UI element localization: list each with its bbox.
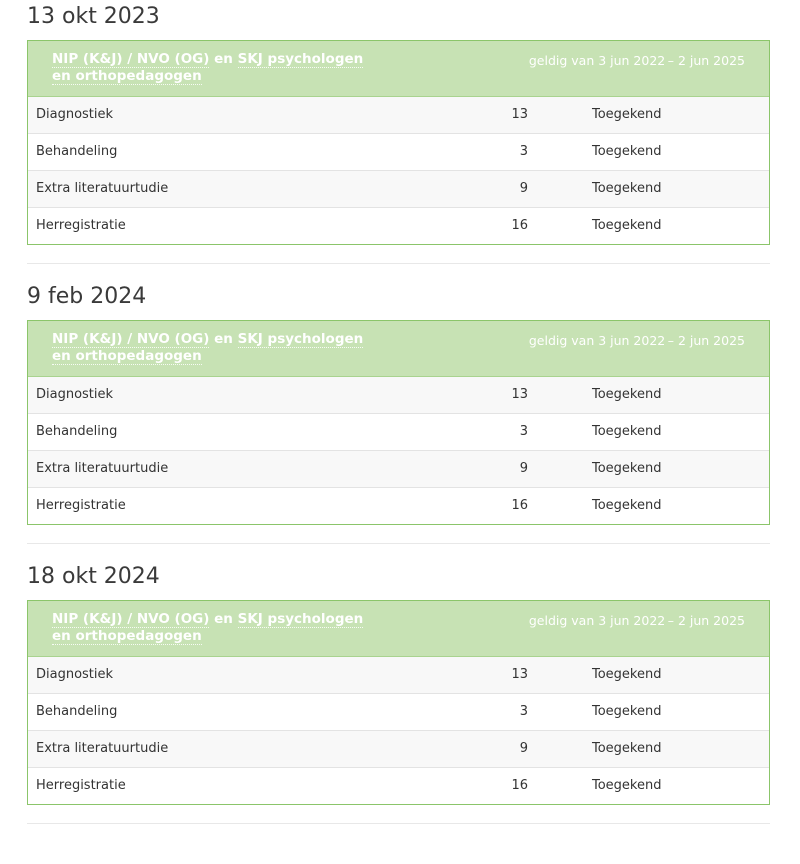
row-category: Diagnostiek xyxy=(36,387,114,402)
card-header xyxy=(28,601,769,657)
row-status: Toegekend xyxy=(592,181,662,196)
row-points: 3 xyxy=(519,704,528,719)
row-category: Diagnostiek xyxy=(36,107,114,122)
row-points: 9 xyxy=(519,181,528,196)
skj-link[interactable]: SKJ psychologen en orthopedagogen xyxy=(52,611,364,644)
validity-period: geldig van 3 jun 2022 – 2 jun 2025 xyxy=(528,613,745,628)
table-row xyxy=(28,768,769,804)
skj-link[interactable]: SKJ psychologen en orthopedagogen xyxy=(52,51,364,84)
card-header xyxy=(28,321,769,377)
title-conjunction: en xyxy=(214,331,233,347)
row-status: Toegekend xyxy=(592,778,662,793)
section-divider xyxy=(27,823,770,824)
row-points: 13 xyxy=(511,667,528,682)
row-status: Toegekend xyxy=(592,498,662,513)
row-status: Toegekend xyxy=(592,424,662,439)
section-date: 18 okt 2024 xyxy=(27,564,160,589)
row-status: Toegekend xyxy=(592,667,662,682)
accreditation-card xyxy=(27,40,770,245)
row-category: Behandeling xyxy=(36,704,118,719)
row-status: Toegekend xyxy=(592,218,662,233)
row-status: Toegekend xyxy=(592,107,662,122)
nip-nvo-link[interactable]: NIP (K&J) / NVO (OG) xyxy=(52,611,210,627)
row-points: 16 xyxy=(511,498,528,513)
card-header xyxy=(28,41,769,97)
card-title xyxy=(52,51,372,85)
table-row xyxy=(28,451,769,488)
row-points: 16 xyxy=(511,218,528,233)
section-date: 9 feb 2024 xyxy=(27,284,147,309)
card-title xyxy=(52,611,372,645)
table-row xyxy=(28,134,769,171)
skj-link[interactable]: SKJ psychologen en orthopedagogen xyxy=(52,331,364,364)
table-row xyxy=(28,694,769,731)
row-category: Herregistratie xyxy=(36,498,126,513)
row-category: Extra literatuurtudie xyxy=(36,741,169,756)
row-status: Toegekend xyxy=(592,704,662,719)
table-row xyxy=(28,488,769,524)
row-category: Extra literatuurtudie xyxy=(36,181,169,196)
table-row xyxy=(28,657,769,694)
row-points: 13 xyxy=(511,387,528,402)
row-category: Herregistratie xyxy=(36,778,126,793)
section-divider xyxy=(27,543,770,544)
row-points: 9 xyxy=(519,461,528,476)
row-category: Extra literatuurtudie xyxy=(36,461,169,476)
table-row xyxy=(28,731,769,768)
row-category: Behandeling xyxy=(36,144,118,159)
row-points: 9 xyxy=(519,741,528,756)
row-category: Diagnostiek xyxy=(36,667,114,682)
accreditation-card xyxy=(27,320,770,525)
row-points: 13 xyxy=(511,107,528,122)
validity-period: geldig van 3 jun 2022 – 2 jun 2025 xyxy=(528,333,745,348)
table-row xyxy=(28,208,769,244)
row-points: 16 xyxy=(511,778,528,793)
nip-nvo-link[interactable]: NIP (K&J) / NVO (OG) xyxy=(52,51,210,67)
section-divider xyxy=(27,263,770,264)
table-row xyxy=(28,414,769,451)
row-category: Behandeling xyxy=(36,424,118,439)
row-points: 3 xyxy=(519,424,528,439)
row-points: 3 xyxy=(519,144,528,159)
card-title xyxy=(52,331,372,365)
table-row xyxy=(28,171,769,208)
row-status: Toegekend xyxy=(592,741,662,756)
row-status: Toegekend xyxy=(592,144,662,159)
accreditation-card xyxy=(27,600,770,805)
row-status: Toegekend xyxy=(592,387,662,402)
row-status: Toegekend xyxy=(592,461,662,476)
table-row xyxy=(28,97,769,134)
nip-nvo-link[interactable]: NIP (K&J) / NVO (OG) xyxy=(52,331,210,347)
validity-period: geldig van 3 jun 2022 – 2 jun 2025 xyxy=(528,53,745,68)
title-conjunction: en xyxy=(214,51,233,67)
row-category: Herregistratie xyxy=(36,218,126,233)
title-conjunction: en xyxy=(214,611,233,627)
section-date: 13 okt 2023 xyxy=(27,4,160,29)
table-row xyxy=(28,377,769,414)
